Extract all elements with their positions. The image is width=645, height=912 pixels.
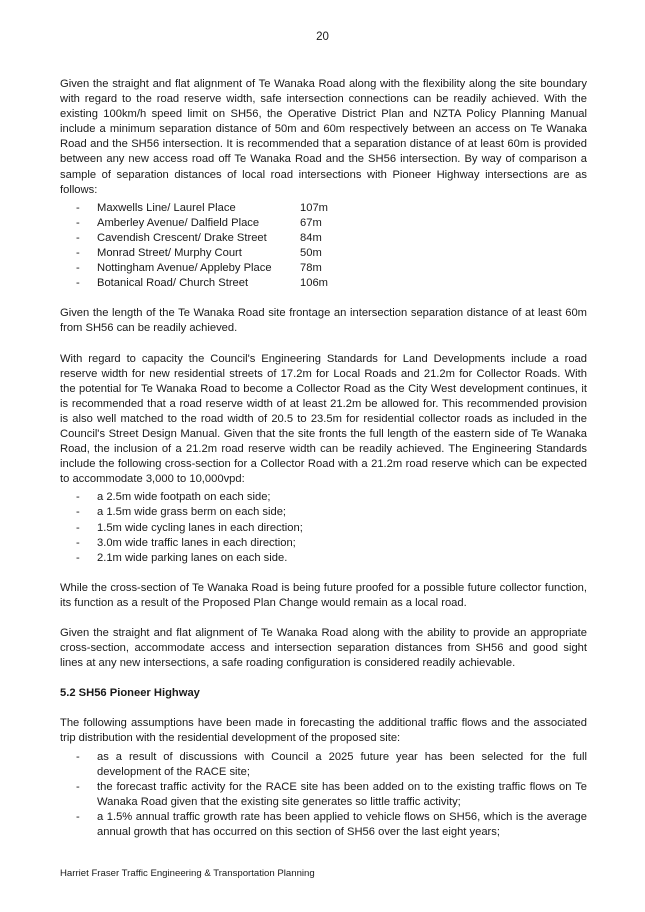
paragraph-intersection-connections: Given the straight and flat alignment of Te Wanaka Road along with the flexibility along the site boundary with regard to the road reserve width, safe intersection connections can be readily achieved. With the existing 100km/h speed limit on SH56, the Operative District Plan and NZTA Policy Planning Manual include a minimum separation distance of 50m and 60m respectively between an access on Te Wanaka Road and the SH56 intersection. It is recommended that a separation distance of at least 60m is provided between any new access road off Te Wanaka Road and the SH56 intersection. By way of comparison a sample of separation distances of local road intersections with Pioneer Highway intersections are as follows: [60,78,587,196]
paragraph-safe-roading: Given the straight and flat alignment of Te Wanaka Road along with the ability to provide an appropriate cross-section, accommodate access and intersection separation distances from SH56 and good sight lines at any new intersections, a safe roading configuration is considered readily achievable. [60,627,587,670]
list-item: - a 2.5m wide footpath on each side; [60,490,587,505]
assumptions-list [60,750,587,841]
list-item: - Amberley Avenue/ Dalfield Place 67m [60,216,587,231]
paragraph-frontage: Given the length of the Te Wanaka Road site frontage an intersection separation distance of at least 60m from SH56 can be readily achieved. [60,307,587,335]
cross-section-list [60,490,587,565]
list-item: - Nottingham Avenue/ Appleby Place 78m [60,261,587,276]
document-body [60,77,587,855]
list-item: - Maxwells Line/ Laurel Place 107m [60,201,587,216]
section-heading: 5.2 SH56 Pioneer Highway [60,687,200,700]
page-number: 20 [316,31,329,43]
list-item: - Cavendish Crescent/ Drake Street 84m [60,231,587,246]
list-item: - Monrad Street/ Murphy Court 50m [60,246,587,261]
list-item: - 1.5m wide cycling lanes in each direction; [60,521,587,536]
paragraph-assumptions-intro: The following assumptions have been made in forecasting the additional traffic flows and the associated trip distribution with the residential development of the proposed site: [60,717,587,745]
list-item: - Botanical Road/ Church Street 106m [60,276,587,291]
list-item: - 2.1m wide parking lanes on each side. [60,551,587,566]
paragraph-future-proofing: While the cross-section of Te Wanaka Road is being future proofed for a possible future collector function, its function as a result of the Proposed Plan Change would remain as a local road. [60,581,587,609]
page-footer: Harriet Fraser Traffic Engineering & Transportation Planning [60,868,315,879]
paragraph-capacity: With regard to capacity the Council's Engineering Standards for Land Developments include a road reserve width for new residential streets of 17.2m for Local Roads and 21.2m for Collector Roads. With the potential for Te Wanaka Road to become a Collector Road as the City West development continues, it is recommended that a road reserve width of at least 21.2m be allowed for. This recommended provision is also well matched to the road width of 20.5 to 23.5m for residential collector roads as included in the Council's Street Design Manual. Given that the site fronts the full length of the eastern side of Te Wanaka Road, the inclusion of a 21.2m road reserve width can be readily achieved. The Engineering Standards include the following cross-section for a Collector Road with a 21.2m road reserve which can be expected to accommodate 3,000 to 10,000vpd: [60,352,587,486]
list-item: - the forecast traffic activity for the RACE site has been added on to the existing traffic flows on Te Wanaka Road given that the existing site generates so little traffic activity; [60,780,587,810]
separation-distance-list [60,201,587,292]
list-item: - a 1.5m wide grass berm on each side; [60,505,587,520]
list-item: - 3.0m wide traffic lanes in each direction; [60,536,587,551]
list-item: - a 1.5% annual traffic growth rate has been applied to vehicle flows on SH56, which is the average annual growth that has occurred on this section of SH56 over the last eight years; [60,810,587,840]
list-item: - as a result of discussions with Council a 2025 future year has been selected for the full development of the RACE site; [60,750,587,780]
